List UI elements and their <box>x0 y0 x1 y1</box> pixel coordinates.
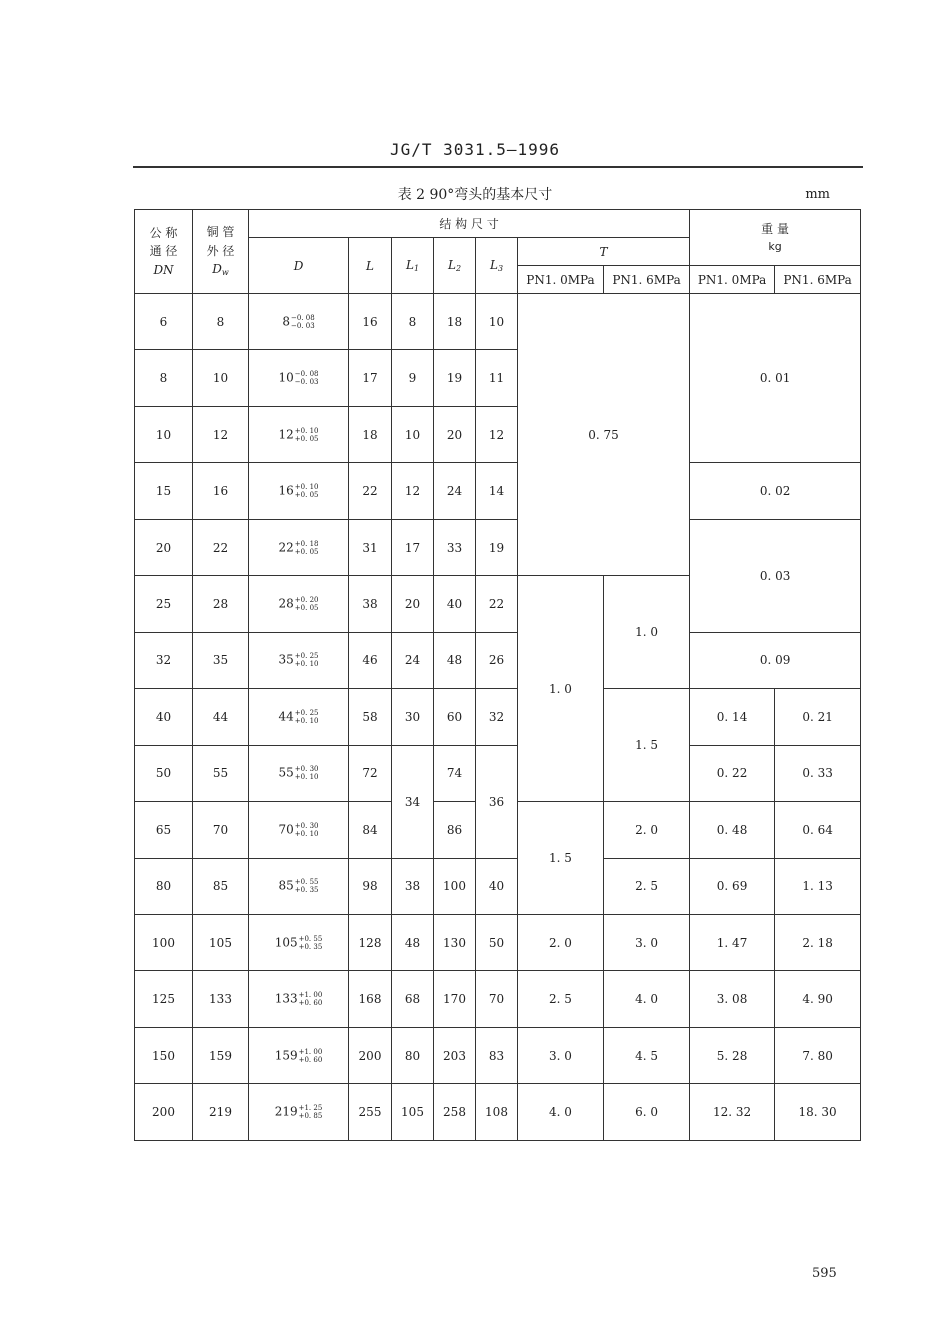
cell-weight-pn16: 7. 80 <box>775 1027 861 1083</box>
cell-L2: 86 <box>434 802 476 858</box>
cell-D-with-tolerance <box>249 802 349 858</box>
cell-L2: 48 <box>434 632 476 688</box>
cell-weight-pn16: 1. 13 <box>775 858 861 914</box>
D-tolerance <box>299 1048 323 1064</box>
header-structure-dims: 结 构 尺 寸 <box>249 210 690 238</box>
D-tolerance-lower: +0. 60 <box>298 1055 323 1064</box>
cell-T-pn16: 1. 5 <box>604 689 690 802</box>
cell-DN: 100 <box>135 914 193 970</box>
cell-T-pn10: 3. 0 <box>518 1027 604 1083</box>
cell-L2: 60 <box>434 689 476 745</box>
cell-L1: 17 <box>392 519 434 575</box>
cell-D-with-tolerance <box>249 406 349 462</box>
D-tolerance <box>295 483 319 499</box>
standard-header: JG/T 3031.5—1996 <box>389 140 561 159</box>
cell-L2: 170 <box>434 971 476 1027</box>
cell-Dw: 219 <box>193 1084 249 1141</box>
cell-T-pn10: 4. 0 <box>518 1084 604 1141</box>
D-tolerance-lower: +0. 05 <box>294 603 319 612</box>
header-nominal-line3: DN <box>153 262 174 277</box>
D-base: 70 <box>278 822 294 837</box>
cell-Dw: 85 <box>193 858 249 914</box>
D-tolerance-lower: +0. 35 <box>294 886 319 895</box>
D-tolerance <box>299 1104 323 1120</box>
cell-D-with-tolerance <box>249 689 349 745</box>
cell-weight: 0. 02 <box>690 463 861 519</box>
D-tolerance <box>295 765 319 781</box>
D-base: 12 <box>278 427 294 442</box>
header-L3-sub: 3 <box>497 264 504 273</box>
table-row <box>135 1084 861 1141</box>
D-base: 105 <box>274 935 298 950</box>
cell-L1: 12 <box>392 463 434 519</box>
cell-L2: 203 <box>434 1027 476 1083</box>
header-weight-label: 重 量 <box>761 221 789 236</box>
D-tolerance <box>295 427 319 443</box>
cell-L2: 18 <box>434 294 476 350</box>
D-tolerance-lower: +0. 10 <box>294 716 319 725</box>
D-tolerance-lower: −0. 03 <box>290 321 315 330</box>
D-tolerance-upper: −0. 08 <box>290 313 315 322</box>
cell-Dw: 22 <box>193 519 249 575</box>
D-tolerance-upper: −0. 08 <box>294 370 319 379</box>
dimensions-table <box>134 209 861 1141</box>
cell-weight-pn16: 18. 30 <box>775 1084 861 1141</box>
D-tolerance-upper: +0. 18 <box>294 539 319 548</box>
cell-DN: 25 <box>135 576 193 632</box>
D-tolerance <box>295 709 319 725</box>
header-L3 <box>476 238 518 294</box>
cell-L2: 19 <box>434 350 476 406</box>
table-row <box>135 294 861 350</box>
cell-L2: 130 <box>434 914 476 970</box>
header-copper-od <box>193 210 249 294</box>
cell-T-pn10: 1. 5 <box>518 802 604 915</box>
cell-L2: 24 <box>434 463 476 519</box>
table-caption: 表 2 90°弯头的基本尺寸 <box>397 187 553 203</box>
cell-weight: 0. 01 <box>690 294 861 463</box>
D-tolerance-lower: +0. 10 <box>294 829 319 838</box>
table-unit: mm <box>805 187 830 202</box>
cell-D-with-tolerance <box>249 914 349 970</box>
cell-Dw: 8 <box>193 294 249 350</box>
header-weight-unit: kg <box>768 240 782 254</box>
D-tolerance-lower: +0. 10 <box>294 660 319 669</box>
cell-L1: 68 <box>392 971 434 1027</box>
cell-weight-pn10: 1. 47 <box>690 914 775 970</box>
D-tolerance <box>295 822 319 838</box>
cell-Dw: 44 <box>193 689 249 745</box>
D-base: 85 <box>278 878 294 893</box>
cell-D-with-tolerance <box>249 1084 349 1141</box>
D-tolerance-upper: +1. 25 <box>298 1104 323 1113</box>
cell-L3: 36 <box>476 745 518 858</box>
D-base: 44 <box>278 709 294 724</box>
cell-L: 84 <box>349 802 392 858</box>
cell-L3: 10 <box>476 294 518 350</box>
table-row <box>135 971 861 1027</box>
D-tolerance-lower: +0. 35 <box>298 942 323 951</box>
cell-L3: 19 <box>476 519 518 575</box>
cell-L1: 105 <box>392 1084 434 1141</box>
cell-L: 128 <box>349 914 392 970</box>
D-tolerance-lower: +0. 85 <box>298 1112 323 1121</box>
cell-L: 16 <box>349 294 392 350</box>
cell-L: 38 <box>349 576 392 632</box>
cell-L1: 24 <box>392 632 434 688</box>
cell-T-pn16: 1. 0 <box>604 576 690 689</box>
cell-L1: 20 <box>392 576 434 632</box>
D-tolerance <box>295 540 319 556</box>
cell-DN: 6 <box>135 294 193 350</box>
header-copper-line2: 外 径 <box>206 243 235 258</box>
header-nominal-diameter <box>135 210 193 294</box>
D-tolerance <box>299 935 323 951</box>
header-L1-sub: 1 <box>413 264 420 273</box>
cell-L1: 8 <box>392 294 434 350</box>
cell-DN: 15 <box>135 463 193 519</box>
cell-weight: 0. 03 <box>690 519 861 632</box>
cell-Dw: 70 <box>193 802 249 858</box>
cell-D-with-tolerance <box>249 1027 349 1083</box>
cell-T-pn16: 6. 0 <box>604 1084 690 1141</box>
header-D: D <box>249 238 349 294</box>
table-row <box>135 745 861 801</box>
D-base: 28 <box>278 596 294 611</box>
cell-weight-pn10: 5. 28 <box>690 1027 775 1083</box>
cell-L1: 48 <box>392 914 434 970</box>
cell-Dw: 105 <box>193 914 249 970</box>
cell-DN: 8 <box>135 350 193 406</box>
header-copper-line3: D <box>212 262 222 277</box>
cell-L3: 70 <box>476 971 518 1027</box>
header-L3-main: L <box>489 258 498 272</box>
D-base: 133 <box>274 991 298 1006</box>
table-row <box>135 1027 861 1083</box>
cell-Dw: 159 <box>193 1027 249 1083</box>
cell-Dw: 55 <box>193 745 249 801</box>
D-tolerance-upper: +0. 30 <box>294 765 319 774</box>
cell-D-with-tolerance <box>249 350 349 406</box>
table-row <box>135 632 861 688</box>
cell-Dw: 133 <box>193 971 249 1027</box>
header-nominal-line2: 通 径 <box>149 244 178 259</box>
D-tolerance <box>295 652 319 668</box>
cell-T-pn10: 2. 0 <box>518 914 604 970</box>
cell-L2: 74 <box>434 745 476 801</box>
header-copper-line1: 铜 管 <box>206 225 235 240</box>
header-T-pn16: PN1. 6MPa <box>604 266 690 294</box>
cell-D-with-tolerance <box>249 576 349 632</box>
D-tolerance-lower: +0. 05 <box>294 434 319 443</box>
cell-L1: 38 <box>392 858 434 914</box>
cell-L3: 11 <box>476 350 518 406</box>
cell-weight-pn10: 0. 22 <box>690 745 775 801</box>
cell-T-pn10: 0. 75 <box>518 294 690 576</box>
table-row <box>135 858 861 914</box>
D-base: 219 <box>274 1104 298 1119</box>
cell-L2: 20 <box>434 406 476 462</box>
table-row <box>135 689 861 745</box>
table-row <box>135 519 861 575</box>
D-tolerance-lower: −0. 03 <box>294 378 319 387</box>
header-L: L <box>349 238 392 294</box>
page-number: 595 <box>812 1266 837 1281</box>
D-tolerance <box>299 991 323 1007</box>
cell-Dw: 16 <box>193 463 249 519</box>
D-tolerance-upper: +0. 55 <box>294 878 319 887</box>
table-row <box>135 914 861 970</box>
cell-L3: 14 <box>476 463 518 519</box>
cell-DN: 150 <box>135 1027 193 1083</box>
D-tolerance-upper: +0. 25 <box>294 652 319 661</box>
D-tolerance-upper: +0. 30 <box>294 821 319 830</box>
D-base: 8 <box>282 314 290 329</box>
cell-L: 200 <box>349 1027 392 1083</box>
D-tolerance-upper: +0. 10 <box>294 426 319 435</box>
cell-L2: 258 <box>434 1084 476 1141</box>
cell-L: 17 <box>349 350 392 406</box>
table-row <box>135 463 861 519</box>
D-base: 159 <box>274 1048 298 1063</box>
header-nominal-line1: 公 称 <box>149 225 178 240</box>
cell-T-pn16: 4. 5 <box>604 1027 690 1083</box>
D-tolerance-upper: +1. 00 <box>298 1047 323 1056</box>
cell-T-pn16: 2. 5 <box>604 858 690 914</box>
cell-L: 168 <box>349 971 392 1027</box>
cell-D-with-tolerance <box>249 971 349 1027</box>
D-tolerance-upper: +0. 20 <box>294 595 319 604</box>
D-tolerance-upper: +0. 55 <box>298 934 323 943</box>
cell-DN: 80 <box>135 858 193 914</box>
header-T: T <box>518 238 690 266</box>
cell-L2: 33 <box>434 519 476 575</box>
cell-D-with-tolerance <box>249 463 349 519</box>
cell-DN: 40 <box>135 689 193 745</box>
cell-weight-pn16: 0. 33 <box>775 745 861 801</box>
D-base: 10 <box>278 370 294 385</box>
cell-T-pn16: 4. 0 <box>604 971 690 1027</box>
D-base: 55 <box>278 765 294 780</box>
cell-DN: 200 <box>135 1084 193 1141</box>
cell-L3: 12 <box>476 406 518 462</box>
header-weight-pn10: PN1. 0MPa <box>690 266 775 294</box>
cell-L3: 26 <box>476 632 518 688</box>
cell-weight-pn16: 4. 90 <box>775 971 861 1027</box>
cell-L1: 30 <box>392 689 434 745</box>
cell-DN: 125 <box>135 971 193 1027</box>
header-T-pn10: PN1. 0MPa <box>518 266 604 294</box>
cell-L1: 10 <box>392 406 434 462</box>
cell-T-pn16: 3. 0 <box>604 914 690 970</box>
cell-weight-pn16: 2. 18 <box>775 914 861 970</box>
D-base: 35 <box>278 652 294 667</box>
D-tolerance <box>291 314 315 330</box>
D-tolerance-upper: +0. 10 <box>294 483 319 492</box>
cell-DN: 50 <box>135 745 193 801</box>
header-L1-main: L <box>405 258 414 272</box>
cell-L1: 9 <box>392 350 434 406</box>
cell-Dw: 12 <box>193 406 249 462</box>
cell-L1: 34 <box>392 745 434 858</box>
cell-L3: 83 <box>476 1027 518 1083</box>
cell-weight-pn10: 12. 32 <box>690 1084 775 1141</box>
cell-L1: 80 <box>392 1027 434 1083</box>
cell-DN: 10 <box>135 406 193 462</box>
cell-L: 58 <box>349 689 392 745</box>
cell-L: 255 <box>349 1084 392 1141</box>
cell-L: 22 <box>349 463 392 519</box>
D-tolerance-lower: +0. 60 <box>298 999 323 1008</box>
cell-DN: 32 <box>135 632 193 688</box>
cell-Dw: 35 <box>193 632 249 688</box>
cell-D-with-tolerance <box>249 745 349 801</box>
cell-weight-pn16: 0. 64 <box>775 802 861 858</box>
D-tolerance-lower: +0. 05 <box>294 491 319 500</box>
cell-L: 46 <box>349 632 392 688</box>
header-L2-sub: 2 <box>455 264 462 273</box>
cell-T-pn16: 2. 0 <box>604 802 690 858</box>
D-tolerance <box>295 878 319 894</box>
cell-L2: 100 <box>434 858 476 914</box>
cell-L3: 32 <box>476 689 518 745</box>
cell-D-with-tolerance <box>249 858 349 914</box>
cell-D-with-tolerance <box>249 632 349 688</box>
cell-weight: 0. 09 <box>690 632 861 688</box>
cell-weight-pn16: 0. 21 <box>775 689 861 745</box>
D-tolerance <box>295 596 319 612</box>
cell-weight-pn10: 0. 14 <box>690 689 775 745</box>
cell-Dw: 28 <box>193 576 249 632</box>
cell-DN: 65 <box>135 802 193 858</box>
cell-L: 18 <box>349 406 392 462</box>
cell-L3: 50 <box>476 914 518 970</box>
header-weight-pn16: PN1. 6MPa <box>775 266 861 294</box>
cell-weight-pn10: 3. 08 <box>690 971 775 1027</box>
D-tolerance-upper: +0. 25 <box>294 708 319 717</box>
D-tolerance-upper: +1. 00 <box>298 991 323 1000</box>
cell-L: 98 <box>349 858 392 914</box>
D-tolerance-lower: +0. 10 <box>294 773 319 782</box>
header-L2 <box>434 238 476 294</box>
cell-L3: 40 <box>476 858 518 914</box>
cell-D-with-tolerance <box>249 294 349 350</box>
cell-L2: 40 <box>434 576 476 632</box>
cell-L: 31 <box>349 519 392 575</box>
cell-DN: 20 <box>135 519 193 575</box>
cell-L3: 108 <box>476 1084 518 1141</box>
cell-weight-pn10: 0. 48 <box>690 802 775 858</box>
header-weight <box>690 210 861 266</box>
cell-L: 72 <box>349 745 392 801</box>
cell-Dw: 10 <box>193 350 249 406</box>
D-base: 22 <box>278 540 294 555</box>
cell-weight-pn10: 0. 69 <box>690 858 775 914</box>
header-copper-line3-sub: w <box>221 268 229 278</box>
D-tolerance-lower: +0. 05 <box>294 547 319 556</box>
D-tolerance <box>295 370 319 386</box>
header-L1 <box>392 238 434 294</box>
cell-D-with-tolerance <box>249 519 349 575</box>
cell-L3: 22 <box>476 576 518 632</box>
D-base: 16 <box>278 483 294 498</box>
cell-T-pn10: 1. 0 <box>518 576 604 802</box>
header-L2-main: L <box>447 258 456 272</box>
header-rule <box>133 166 863 168</box>
cell-T-pn10: 2. 5 <box>518 971 604 1027</box>
